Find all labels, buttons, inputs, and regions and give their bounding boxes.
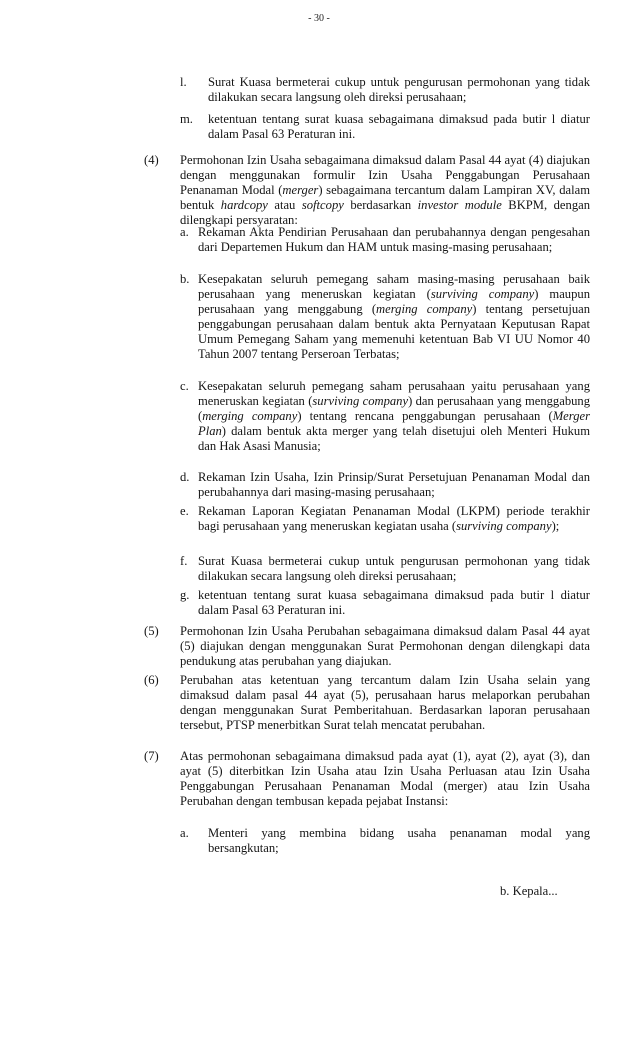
text-run: Permohonan Izin Usaha sebagaimana dimaksud dalam Pasal 44 ayat (4) diajukan dengan menggunakan formulir Izin Usaha Penggabungan Perusahaan Penanaman Modal ( xyxy=(180,153,590,198)
text-run: Kesepakatan seluruh pemegang saham masing-masing perusahaan baik perusahaan yang meneruskan kegiatan ( xyxy=(198,272,590,302)
item-marker-4a: a. xyxy=(180,225,189,239)
text-run: Rekaman Akta Pendirian Perusahaan dan perubahannya dengan pengesahan dari Departemen Hukum dan HAM untuk masing-masing perusahaan; xyxy=(198,225,590,255)
italic-term: merging company xyxy=(202,409,298,424)
text-run: Surat Kuasa bermeterai cukup untuk pengurusan permohonan yang tidak dilakukan secara langsung oleh direksi perusahaan; xyxy=(208,75,590,105)
text-run: ) dalam bentuk akta merger yang telah disetujui oleh Menteri Hukum dan Hak Asasi Manusia; xyxy=(198,424,590,454)
item-marker-4b: b. xyxy=(180,272,190,286)
item-text-4f xyxy=(198,554,590,584)
item-text-4a xyxy=(198,225,590,255)
text-run: Menteri yang membina bidang usaha penanaman modal yang bersangkutan; xyxy=(208,826,590,856)
continuation-footer: b. Kepala... xyxy=(500,884,558,898)
paragraph-text-7 xyxy=(180,749,590,809)
item-text-4b xyxy=(198,272,590,363)
italic-term: investor module xyxy=(417,198,502,213)
item-marker-7a: a. xyxy=(180,826,189,840)
item-marker-4d: d. xyxy=(180,470,190,484)
text-run: Perubahan atas ketentuan yang tercantum dalam Izin Usaha selain yang dimaksud dalam pasal 44 ayat (5), perusahaan harus melaporkan perubahan dengan menggunakan Surat Pemberitahuan. Berdasarkan laporan perusahaan tersebut, PTSP menerbitkan Surat telah mencatat perubahan. xyxy=(180,673,590,733)
item-marker-4e: e. xyxy=(180,504,189,518)
text-run: atau xyxy=(267,198,302,213)
paragraph-text-6 xyxy=(180,673,590,733)
paragraph-text-4 xyxy=(180,153,590,228)
italic-term: surviving company xyxy=(456,519,552,534)
item-text-4e xyxy=(198,504,590,534)
text-run: ketentuan tentang surat kuasa sebagaimana dimaksud pada butir l diatur dalam Pasal 63 Peraturan ini. xyxy=(198,588,590,618)
text-run: ) dan perusahaan yang menggabung ( xyxy=(198,394,591,424)
italic-term: surviving company xyxy=(312,394,409,409)
item-marker-4f: f. xyxy=(180,554,188,568)
text-run: ) tentang rencana penggabungan perusahaan ( xyxy=(297,409,553,424)
text-run: Kesepakatan seluruh pemegang saham perusahaan yaitu perusahaan yang meneruskan kegiatan ( xyxy=(198,379,590,409)
text-run: Surat Kuasa bermeterai cukup untuk pengurusan permohonan yang tidak dilakukan secara langsung oleh direksi perusahaan; xyxy=(198,554,590,584)
text-run: Rekaman Izin Usaha, Izin Prinsip/Surat Persetujuan Penanaman Modal dan perubahannya dari masing-masing perusahaan; xyxy=(198,470,590,500)
item-text-7a xyxy=(208,826,590,856)
paragraph-marker-4: (4) xyxy=(144,153,159,167)
italic-term: surviving company xyxy=(430,287,535,302)
italic-term: hardcopy xyxy=(220,198,268,213)
item-marker-m: m. xyxy=(180,112,193,126)
item-text-4d xyxy=(198,470,590,500)
italic-term: merging company xyxy=(376,302,473,317)
page-number: - 30 - xyxy=(308,13,330,24)
text-run: ) sebagaimana tercantum dalam Lampiran XV, dalam bentuk xyxy=(180,183,590,213)
item-marker-l: l. xyxy=(180,75,187,89)
paragraph-marker-7: (7) xyxy=(144,749,159,763)
paragraph-marker-5: (5) xyxy=(144,624,159,638)
paragraph-marker-6: (6) xyxy=(144,673,159,687)
item-text-4c xyxy=(198,379,590,454)
item-text-l xyxy=(208,75,590,105)
italic-term: Merger Plan xyxy=(198,409,590,439)
item-marker-4c: c. xyxy=(180,379,189,393)
text-run: ); xyxy=(551,519,560,534)
text-run: ) maupun perusahaan yang menggabung ( xyxy=(198,287,590,317)
text-run: ) tentang persetujuan penggabungan perusahaan dalam bentuk akta Pernyataan Keputusan Rapat Umum Pemegang Saham yang memenuhi ketentuan Bab VI UU Nomor 40 Tahun 2007 tentang Perseroan Terbatas; xyxy=(198,302,591,362)
italic-term: merger xyxy=(282,183,319,198)
text-run: Atas permohonan sebagaimana dimaksud pada ayat (1), ayat (2), ayat (3), dan ayat (5) diterbitkan Izin Usaha atau Izin Usaha Perluasan atau Izin Usaha Penggabungan Perusahaan Penanaman Modal (merger) atau Izin Usaha Perubahan dengan tembusan kepada pejabat Instansi: xyxy=(180,749,590,809)
item-text-m xyxy=(208,112,590,142)
item-marker-4g: g. xyxy=(180,588,190,602)
text-run: Permohonan Izin Usaha Perubahan sebagaimana dimaksud dalam Pasal 44 ayat (5) diajukan dengan menggunakan Surat Permohonan dengan dilengkapi data pendukung atas perubahan yang diajukan. xyxy=(180,624,590,669)
text-run: ketentuan tentang surat kuasa sebagaimana dimaksud pada butir l diatur dalam Pasal 63 Peraturan ini. xyxy=(208,112,590,142)
item-text-4g xyxy=(198,588,590,618)
italic-term: softcopy xyxy=(301,198,344,213)
text-run: Rekaman Laporan Kegiatan Penanaman Modal (LKPM) periode terakhir bagi perusahaan yang meneruskan kegiatan usaha ( xyxy=(198,504,590,534)
paragraph-text-5 xyxy=(180,624,590,669)
text-run: berdasarkan xyxy=(343,198,418,213)
text-run: BKPM, dengan dilengkapi persyaratan: xyxy=(180,198,591,228)
